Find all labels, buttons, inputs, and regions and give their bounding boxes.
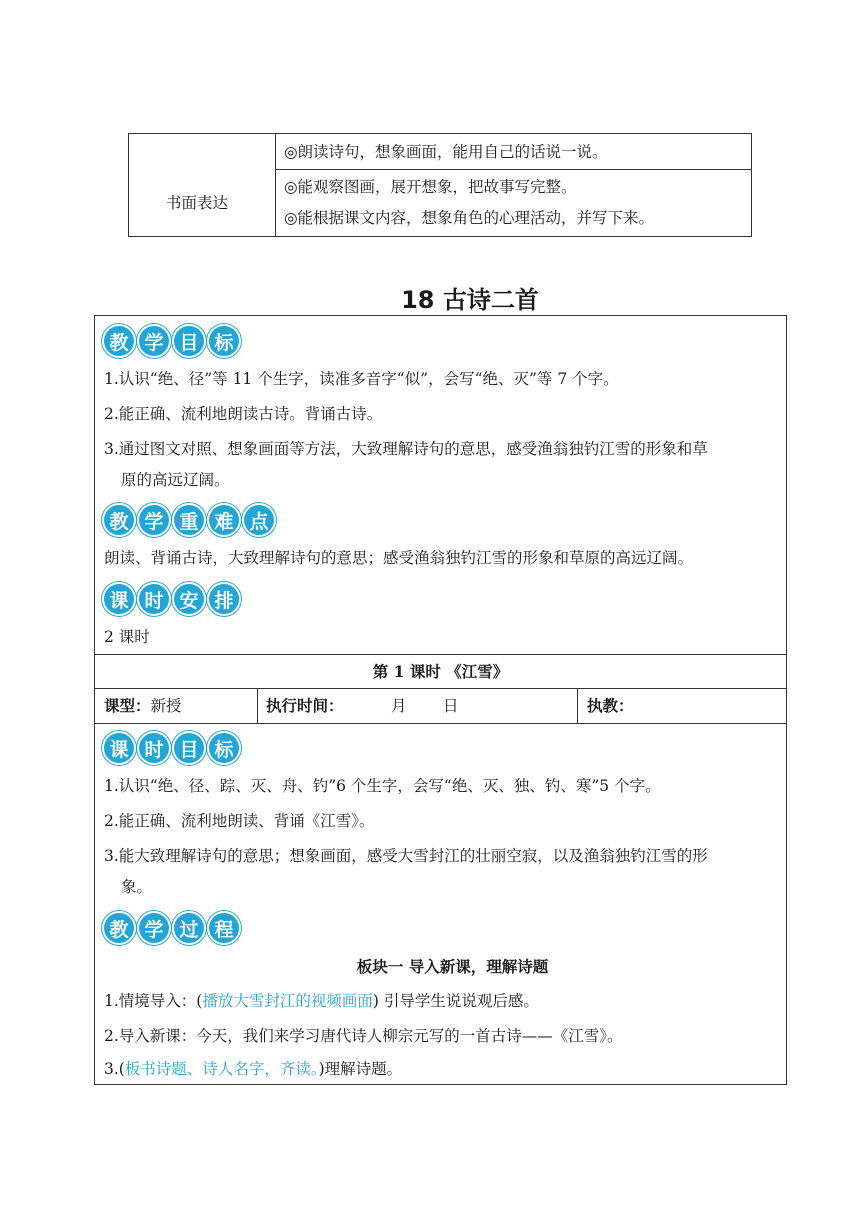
process-item-1-suffix: ) 引导学生说说观后感。	[372, 992, 539, 1010]
process-item-1-note: 播放大雪封江的视频画面	[202, 992, 373, 1010]
day-label: 日	[443, 697, 459, 715]
badge-char: 教	[102, 503, 136, 537]
badge-char: 程	[207, 911, 241, 945]
process-item-3-prefix: 3.(	[104, 1060, 125, 1078]
badge-char: 时	[137, 731, 171, 765]
execution-time-label: 执行时间：	[266, 696, 344, 715]
goal-1: 1.认识“绝、径”等 11 个生字，读准多音字“似”，会写“绝、灭”等 7 个字。	[104, 370, 619, 388]
badge-char: 安	[172, 582, 206, 616]
badge-char: 排	[207, 582, 241, 616]
process-item-3-suffix: )理解诗题。	[318, 1060, 403, 1078]
badge-char: 教	[102, 911, 136, 945]
badge-char: 学	[137, 324, 171, 358]
badge-char: 时	[137, 582, 171, 616]
key-points-text: 朗读、背诵古诗，大致理解诗句的意思；感受渔翁独钓江雪的形象和草原的高远辽阔。	[104, 549, 694, 567]
block-title: 板块一 导入新课，理解诗题	[356, 957, 549, 976]
table-cell-written-expression: 书面表达	[166, 194, 229, 212]
badge-char: 难	[207, 503, 241, 537]
section-badge-period-goals	[102, 731, 242, 765]
teacher-label: 执教：	[587, 696, 634, 715]
section-badge-goals	[102, 324, 242, 358]
section-badge-schedule	[102, 582, 242, 616]
month-label: 月	[391, 697, 407, 715]
badge-char: 学	[137, 911, 171, 945]
badge-char: 学	[137, 503, 171, 537]
period-goal-3-cont: 象。	[121, 878, 153, 896]
badge-char: 目	[172, 731, 206, 765]
table-cell-reading: ◎朗读诗句，想象画面，能用自己的话说一说。	[284, 143, 608, 161]
period-goal-3: 3.能大致理解诗句的意思；想象画面，感受大雪封江的壮丽空寂，以及渔翁独钓江雪的形	[104, 847, 708, 865]
process-item-3-note: 板书诗题、诗人名字，齐读。	[124, 1060, 319, 1078]
top-table	[128, 133, 752, 237]
badge-char: 标	[207, 731, 241, 765]
period-goal-1: 1.认识“绝、径、踪、灭、舟、钓”6 个生字，会写“绝、灭、独、钓、寒”5 个字。	[104, 777, 661, 795]
process-item-2: 2.导入新课：今天，我们来学习唐代诗人柳宗元写的一首古诗——《江雪》。	[104, 1027, 623, 1045]
period-goal-2: 2.能正确、流利地朗读、背诵《江雪》。	[104, 812, 375, 830]
goal-3-cont: 原的高远辽阔。	[121, 471, 230, 489]
process-item-1	[104, 991, 539, 1011]
goal-3: 3.通过图文对照、想象画面等方法，大致理解诗句的意思，感受渔翁独钓江雪的形象和草	[104, 440, 708, 458]
goal-2: 2.能正确、流利地朗读古诗。背诵古诗。	[104, 405, 383, 423]
section-badge-process	[102, 911, 242, 945]
badge-char: 课	[102, 582, 136, 616]
badge-char: 目	[172, 324, 206, 358]
lesson-type	[104, 696, 182, 716]
lesson-type-value: 新授	[150, 697, 182, 715]
badge-char: 过	[172, 911, 206, 945]
badge-char: 点	[242, 503, 276, 537]
table-cell-observe: ◎能观察图画，展开想象，把故事写完整。	[284, 178, 577, 196]
badge-char: 教	[102, 324, 136, 358]
badge-char: 标	[207, 324, 241, 358]
page-title: 18 古诗二首	[401, 286, 539, 314]
table-cell-imagine: ◎能根据课文内容，想象角色的心理活动，并写下来。	[284, 209, 655, 227]
period-title: 第 1 课时 《江雪》	[372, 662, 509, 681]
schedule-text: 2 课时	[104, 628, 150, 646]
process-item-1-prefix: 1.情境导入：(	[104, 992, 203, 1010]
process-item-3	[104, 1059, 402, 1079]
section-badge-key-points	[102, 503, 277, 537]
badge-char: 课	[102, 731, 136, 765]
lesson-type-label: 课型：	[104, 696, 151, 715]
badge-char: 重	[172, 503, 206, 537]
